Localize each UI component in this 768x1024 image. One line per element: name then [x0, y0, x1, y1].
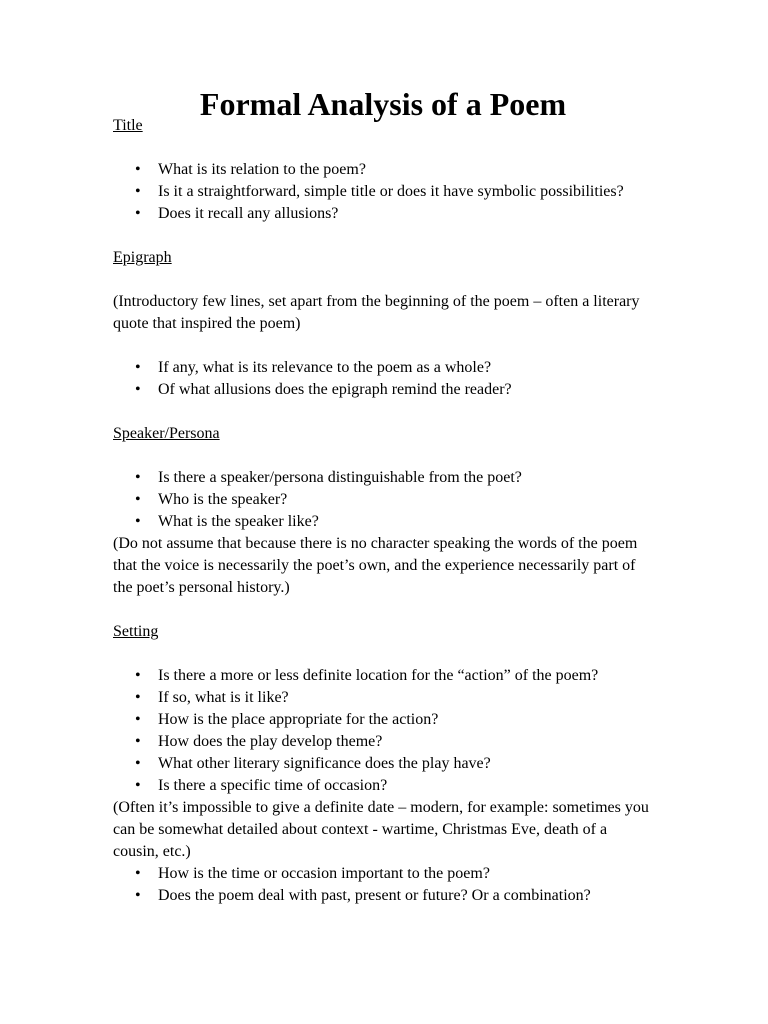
list-item — [113, 665, 653, 687]
document-title: Formal Analysis of a Poem — [199, 86, 567, 122]
list-item — [113, 181, 653, 203]
list-item-text: What is its relation to the poem? — [158, 161, 366, 178]
blank-line — [113, 137, 653, 159]
list-item-text: How is the time or occasion important to the poem? — [158, 865, 490, 882]
list-item-text: If any, what is its relevance to the poem as a whole? — [158, 359, 492, 376]
bullet-list — [113, 159, 653, 225]
list-item — [113, 357, 653, 379]
list-item — [113, 687, 653, 709]
list-item-text: Does it recall any allusions? — [158, 205, 339, 222]
blank-line — [113, 335, 653, 357]
list-item-text: Is it a straightforward, simple title or does it have symbolic possibilities? — [158, 183, 624, 200]
section-speaker-persona — [113, 423, 653, 599]
bullet-dot-icon: • — [135, 777, 141, 794]
list-item — [113, 489, 653, 511]
bullet-dot-icon: • — [135, 469, 141, 486]
section-spacer — [113, 225, 653, 247]
blank-line — [113, 445, 653, 467]
list-item-text: Of what allusions does the epigraph remind the reader? — [158, 381, 512, 398]
bullet-dot-icon: • — [135, 491, 141, 508]
bullet-list — [113, 467, 653, 533]
section-heading: Setting — [113, 623, 159, 640]
bullet-dot-icon: • — [135, 711, 141, 728]
list-item-text: How is the place appropriate for the action? — [158, 711, 439, 728]
list-item-text: Is there a specific time of occasion? — [158, 777, 388, 794]
list-item-text: Is there a speaker/persona distinguishable from the poet? — [158, 469, 522, 486]
note-paragraph: (Do not assume that because there is no character speaking the words of the poem that the voice is necessarily the poet’s own, and the experience necessarily part of the poet’s personal history.) — [113, 535, 638, 596]
section-heading: Speaker/Persona — [113, 425, 220, 442]
list-item — [113, 203, 653, 225]
bullet-list — [113, 863, 653, 907]
bullet-list — [113, 357, 653, 401]
list-item-text: How does the play develop theme? — [158, 733, 383, 750]
bullet-dot-icon: • — [135, 183, 141, 200]
bullet-dot-icon: • — [135, 667, 141, 684]
bullet-list — [113, 665, 653, 797]
sections-container — [113, 115, 653, 907]
list-item — [113, 511, 653, 533]
bullet-dot-icon: • — [135, 733, 141, 750]
list-item-text: What is the speaker like? — [158, 513, 319, 530]
list-item — [113, 731, 653, 753]
document-body — [113, 86, 653, 907]
list-item — [113, 775, 653, 797]
list-item-text: Is there a more or less definite location for the “action” of the poem? — [158, 667, 599, 684]
list-item — [113, 885, 653, 907]
list-item — [113, 753, 653, 775]
bullet-dot-icon: • — [135, 513, 141, 530]
list-item — [113, 863, 653, 885]
section-spacer — [113, 599, 653, 621]
bullet-dot-icon: • — [135, 161, 141, 178]
blank-line — [113, 643, 653, 665]
list-item — [113, 467, 653, 489]
bullet-dot-icon: • — [135, 359, 141, 376]
section-setting — [113, 621, 653, 907]
section-heading: Epigraph — [113, 249, 172, 266]
section-spacer — [113, 401, 653, 423]
bullet-dot-icon: • — [135, 865, 141, 882]
list-item — [113, 379, 653, 401]
note-paragraph: (Introductory few lines, set apart from the beginning of the poem – often a literary quote that inspired the poem) — [113, 293, 640, 332]
bullet-dot-icon: • — [135, 381, 141, 398]
list-item-text: Does the poem deal with past, present or future? Or a combination? — [158, 887, 591, 904]
bullet-dot-icon: • — [135, 755, 141, 772]
list-item-text: What other literary significance does the play have? — [158, 755, 491, 772]
bullet-dot-icon: • — [135, 887, 141, 904]
section-title — [113, 115, 653, 225]
list-item — [113, 709, 653, 731]
bullet-dot-icon: • — [135, 689, 141, 706]
list-item-text: Who is the speaker? — [158, 491, 288, 508]
blank-line — [113, 269, 653, 291]
list-item-text: If so, what is it like? — [158, 689, 289, 706]
section-epigraph — [113, 247, 653, 401]
bullet-dot-icon: • — [135, 205, 141, 222]
note-paragraph: (Often it’s impossible to give a definite date – modern, for example: sometimes you can be somewhat detailed about context - wartime, Christmas Eve, death of a cousin, etc.) — [113, 799, 649, 860]
list-item — [113, 159, 653, 181]
section-heading: Title — [113, 117, 143, 134]
